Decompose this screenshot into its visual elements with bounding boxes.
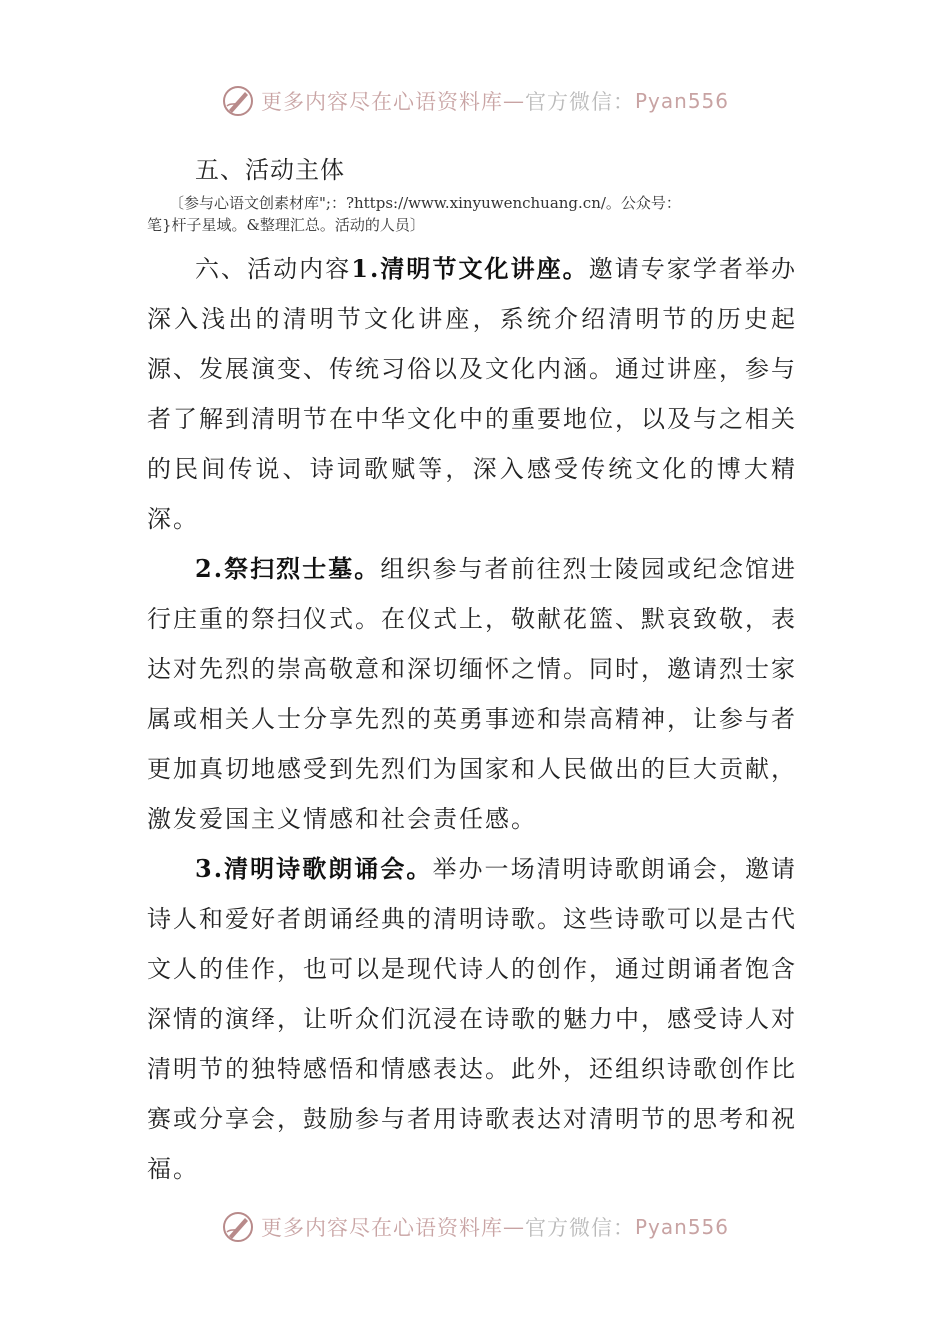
banner-dash: — [502,89,525,113]
document-body [147,150,797,1194]
item2-title: 2.祭扫烈士墓。 [195,554,381,583]
banner-wechat-label: 官方微信： [524,90,635,114]
pen-logo-icon [221,1210,255,1244]
section6-item3-paragraph [147,844,797,1194]
footer-banner-text: 更多内容尽在心语资料库 [260,1216,503,1240]
section5-note [147,192,797,236]
item3-title: 3.清明诗歌朗诵会。 [195,854,433,883]
note-line-1: 〔参与心语文创素材库";：?https://www.xinyuwenchuang.cn/。公众号： [169,194,681,212]
banner-text: 更多内容尽在心语资料库 [260,90,503,114]
footer-wechat-label: 官方微信： [524,1216,635,1240]
footer-banner-dash: — [502,1215,525,1239]
pen-logo-icon [221,84,255,118]
footer-banner [0,1210,950,1244]
section6-item1-paragraph [147,244,797,544]
note-line-2: 笔}杆子星域。&整理汇总。活动的人员〕 [147,216,425,234]
section6-item2-paragraph [147,544,797,844]
item2-body: 组织参与者前往烈士陵园或纪念馆进行庄重的祭扫仪式。在仪式上，敬献花篮、默哀致敬，表达对先烈的崇高敬意和深切缅怀之情。同时，邀请烈士家属或相关人士分享先烈的英勇事迹和崇高精神，让参与者更加真切地感受到先烈们为国家和人民做出的巨大贡献，激发爱国主义情感和社会责任感。 [147,555,797,833]
section5-heading: 五、活动主体 [195,156,345,184]
footer-wechat-id: Pyan556 [634,1215,729,1239]
header-banner [0,84,950,118]
section6-heading: 六、活动内容 [195,255,352,283]
item1-body: 邀请专家学者举办深入浅出的清明节文化讲座，系统介绍清明节的历史起源、发展演变、传统习俗以及文化内涵。通过讲座，参与者了解到清明节在中华文化中的重要地位，以及与之相关的民间传说、诗词歌赋等，深入感受传统文化的博大精深。 [147,255,798,533]
banner-wechat-id: Pyan556 [634,89,729,113]
item3-body: 举办一场清明诗歌朗诵会，邀请诗人和爱好者朗诵经典的清明诗歌。这些诗歌可以是古代文人的佳作，也可以是现代诗人的创作，通过朗诵者饱含深情的演绎，让听众们沉浸在诗歌的魅力中，感受诗人对清明节的独特感悟和情感表达。此外，还组织诗歌创作比赛或分享会，鼓励参与者用诗歌表达对清明节的思考和祝福。 [147,855,797,1183]
item1-title: 1.清明节文化讲座。 [351,254,589,283]
